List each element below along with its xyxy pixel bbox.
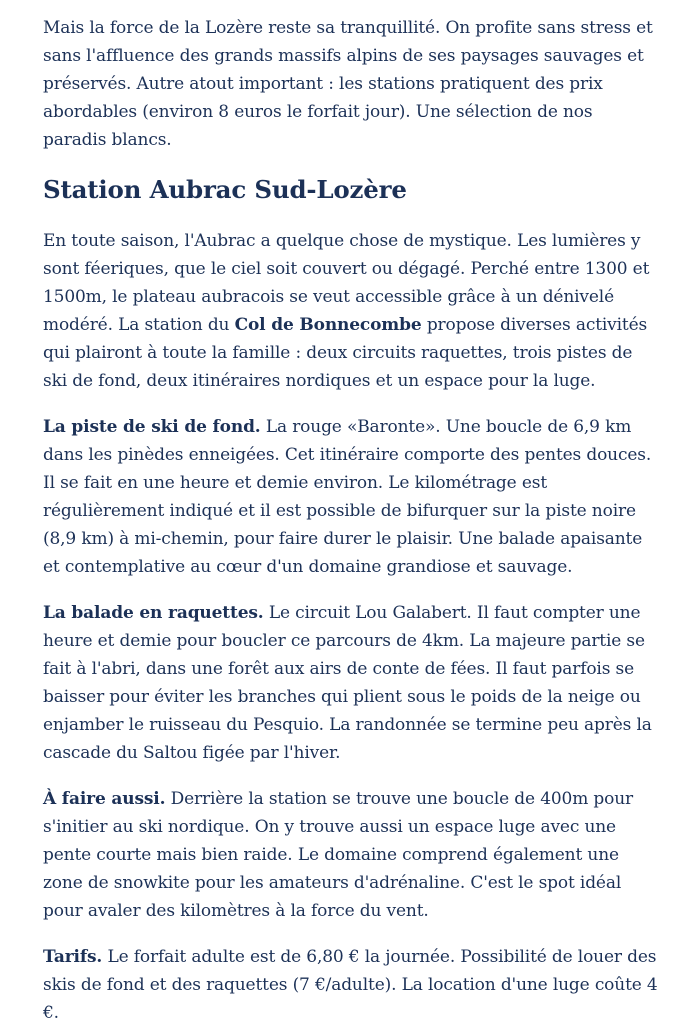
- intro-paragraph: Mais la force de la Lozère reste sa tranquillité. On profite sans stress et sans l'affluence des grands massifs alpins de ses paysages sauvages et préservés. Autre atout important : les stations pratiquent des prix abordables (environ 8 euros le forfait jour). Une sélection de nos paradis blancs.: [43, 18, 653, 150]
- station-name-bold: Col de Bonnecombe: [234, 315, 422, 335]
- also-to-do-lead: À faire aussi.: [43, 789, 166, 809]
- snowshoe-lead: La balade en raquettes.: [43, 603, 264, 623]
- also-to-do-paragraph: [43, 785, 659, 925]
- prices-paragraph: [43, 943, 659, 1027]
- prices-text: Le forfait adulte est de 6,80 € la journée. Possibilité de louer des skis de fond et des raquettes (7 €/adulte). La location d'une luge coûte 4 €.: [43, 947, 658, 1023]
- prices-lead: Tarifs.: [43, 947, 103, 967]
- ski-trail-lead: La piste de ski de fond.: [43, 417, 261, 437]
- snowshoe-paragraph: [43, 599, 659, 767]
- ski-trail-text: La rouge «Baronte». Une boucle de 6,9 km dans les pinèdes enneigées. Cet itinéraire comporte des pentes douces. Il se fait en une heure et demie environ. Le kilométrage est régulièrement indiqué et il est possible de bifurquer sur la piste noire (8,9 km) à mi-chemin, pour faire durer le plaisir. Une balade apaisante et contemplative au cœur d'un domaine grandiose et sauvage.: [43, 417, 652, 577]
- ski-trail-paragraph: [43, 413, 659, 581]
- section-heading: Station Aubrac Sud-Lozère: [43, 175, 407, 204]
- station-description-paragraph: [43, 227, 659, 395]
- station-description-text: En toute saison, l'Aubrac a quelque chose de mystique. Les lumières y sont féeriques, que le ciel soit couvert ou dégagé. Perché entre 1300 et 1500m, le plateau aubracois se veut accessible grâce à un dénivelé modéré. La station du: [43, 231, 650, 335]
- snowshoe-text: Le circuit Lou Galabert. Il faut compter une heure et demie pour boucler ce parcours de 4km. La majeure partie se fait à l'abri, dans une forêt aux airs de conte de fées. Il faut parfois se baisser pour éviter les branches qui plient sous le poids de la neige ou enjamber le ruisseau du Pesquio. La randonnée se termine peu après la cascade du Saltou figée par l'hiver.: [43, 603, 652, 763]
- also-to-do-text: Derrière la station se trouve une boucle de 400m pour s'initier au ski nordique. On y trouve aussi un espace luge avec une pente courte mais bien raide. Le domaine comprend également une zone de snowkite pour les amateurs d'adrénaline. C'est le spot idéal pour avaler des kilomètres à la force du vent.: [43, 789, 634, 921]
- station-description-continuation: propose diverses activités qui plairont à toute la famille : deux circuits raquettes, trois pistes de ski de fond, deux itinéraires nordiques et un espace pour la luge.: [43, 315, 648, 391]
